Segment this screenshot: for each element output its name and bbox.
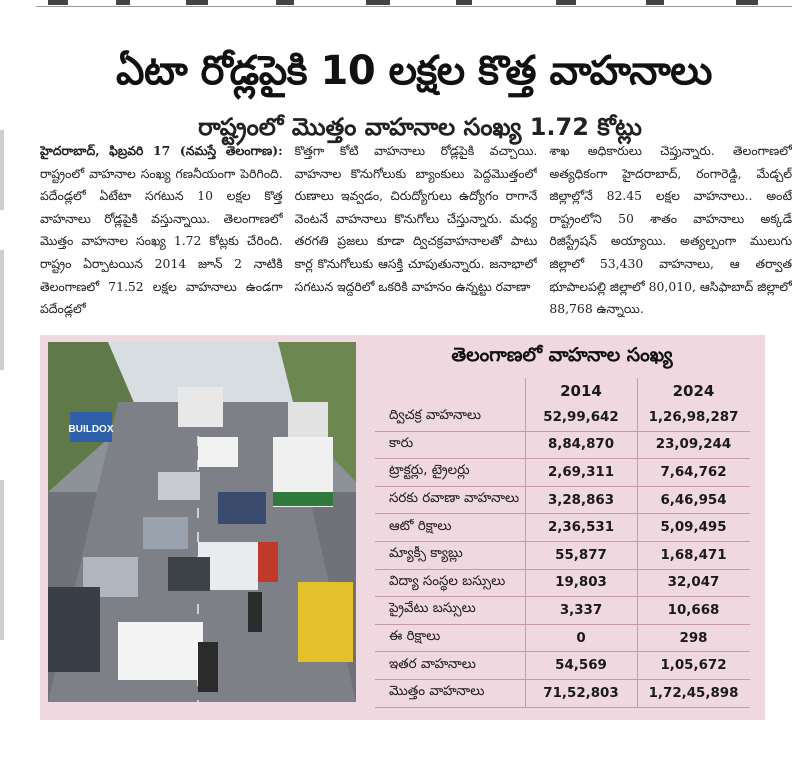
table-row xyxy=(375,570,750,598)
vehicle-type: ప్రైవేటు బస్సులు xyxy=(389,601,476,617)
vehicle-type: విద్యా సంస్థల బస్సులు xyxy=(389,573,506,589)
value-2014: 52,99,642 xyxy=(543,409,619,425)
article-body xyxy=(40,140,792,326)
value-2024: 10,668 xyxy=(667,602,720,618)
value-2014: 8,84,870 xyxy=(547,437,615,453)
value-2024: 23,09,244 xyxy=(655,437,732,453)
value-2024: 6,46,954 xyxy=(660,492,727,508)
table-row xyxy=(375,652,750,680)
vehicle-type: ద్విచక్ర వాహనాలు xyxy=(389,408,481,424)
left-edge-mark xyxy=(0,130,4,210)
vehicle-type: సరకు రవాణా వాహనాలు xyxy=(389,491,520,507)
vehicle-type: మొత్తం వాహనాలు xyxy=(389,684,485,700)
value-2024: 32,047 xyxy=(667,575,720,591)
value-2014: 71,52,803 xyxy=(543,685,619,701)
table-row xyxy=(375,487,750,515)
article-column-3 xyxy=(549,140,792,326)
value-2014: 55,877 xyxy=(555,547,607,563)
value-2014: 19,803 xyxy=(555,575,607,591)
subheadline: రాష్ట్రంలో మొత్తం వాహనాల సంఖ్య 1.72 కోట్లు xyxy=(198,112,642,141)
value-2024: 1,68,471 xyxy=(660,547,727,563)
value-2014: 3,337 xyxy=(559,602,603,618)
vehicle-type: ఇతర వాహనాలు xyxy=(389,656,476,672)
vehicle-table xyxy=(375,404,750,708)
vehicle-type: ఆటో రిక్షాలు xyxy=(389,518,452,534)
table-row xyxy=(375,404,750,432)
value-2024: 1,72,45,898 xyxy=(648,685,739,701)
vehicle-type: మ్యాక్సీ క్యాబ్లు xyxy=(389,546,463,562)
table-row xyxy=(375,459,750,487)
billboard-text: BUILDOX xyxy=(68,424,114,435)
table-row xyxy=(375,514,750,542)
value-2014: 2,69,311 xyxy=(547,464,615,480)
table-row xyxy=(375,432,750,460)
article-text: శాఖ అధికారులు చెప్తున్నారు. తెలంగాణలో అత్యధికంగా హైదరాబాద్, రంగారెడ్డి, మేడ్చల్ జిల్లాల్లోనే 82.45 లక్షల వాహనాలు.. అంటే రాష్ట్రంలోని 50 శాతం వాహనాలు అక్కడే రిజిస్ట్రేషన్ అయ్యాయి. అత్యల్పంగా ములుగు జిల్లాలో 53,430 వాహనాలు, ఆ తర్వాత భూపాలపల్లి జిల్లాలో 80,010, ఆసిఫాబాద్ జిల్లాలో 88,768 ఉన్నాయి. xyxy=(549,143,793,317)
table-header xyxy=(375,378,750,404)
value-2024: 1,05,672 xyxy=(660,658,727,674)
header-cell: 2014 xyxy=(560,382,602,400)
header-cell: 2024 xyxy=(672,382,715,400)
left-edge-mark xyxy=(0,480,4,640)
value-2024: 5,09,495 xyxy=(660,520,727,536)
header-cell xyxy=(375,378,525,404)
value-2014: 54,569 xyxy=(555,658,607,674)
table-row-total xyxy=(375,680,750,708)
value-2024: 7,64,762 xyxy=(660,464,727,480)
article-text: రాష్ట్రంలో వాహనాల సంఖ్య గణనీయంగా పెరిగింది. పదేండ్లలో ఏటేటా సగటున 10 లక్షల కొత్త వాహనాలు రోడ్లపైకి వస్తున్నాయి. తెలంగాణలో మొత్తం వాహనాల సంఖ్య 1.72 కోట్లకు చేరింది. రాష్ట్రం ఏర్పాటయిన 2014 జూన్ 2 నాటికి తెలంగాణలో 71.52 లక్షల వాహనాలు ఉండగా పదేండ్లలో xyxy=(40,165,283,317)
value-2014: 2,36,531 xyxy=(547,520,615,536)
left-edge-mark xyxy=(0,250,4,370)
article-text: కొత్తగా కోటి వాహనాలు రోడ్లపైకి వచ్చాయి. వాహనాల కొనుగోలుకు బ్యాంకులు పెద్దమొత్తంలో రుణాలు ఇవ్వడం, చిరుద్యోగులు ఉద్యోగం రాగానే వెంటనే వాహనాలు కొనుగోలు చేస్తున్నారు. మధ్య తరగతి ప్రజలు కూడా ద్విచక్రవాహనాలతో పాటు కార్ల కొనుగోలుకు ఆసక్తి చూపుతున్నారు. జనాభాలో సగటున ఇద్దరిలో ఒకరికి వాహనం ఉన్నట్టు రవాణా xyxy=(294,143,538,294)
table-row xyxy=(375,597,750,625)
value-2014: 3,28,863 xyxy=(547,492,615,508)
table-row xyxy=(375,542,750,570)
dateline: హైదరాబాద్, ఫిబ్రవరి 17 (నమస్తే తెలంగాణ): xyxy=(40,143,283,158)
value-2024: 1,26,98,287 xyxy=(648,409,739,425)
traffic-photo xyxy=(48,342,356,702)
table-title: తెలంగాణలో వాహనాల సంఖ్య xyxy=(451,343,673,366)
article-column-2 xyxy=(295,140,538,326)
top-rule xyxy=(36,0,792,7)
vehicle-type: ఈ రిక్షాలు xyxy=(389,629,441,645)
article-column-1 xyxy=(40,140,283,326)
value-2024: 298 xyxy=(679,630,708,646)
headline: ఏటా రోడ్లపైకి 10 లక్షల కొత్త వాహనాలు xyxy=(116,47,712,94)
vehicle-type: ట్రాక్టర్లు, ట్రైలర్లు xyxy=(389,463,470,479)
value-2014: 0 xyxy=(576,630,586,646)
table-row xyxy=(375,625,750,653)
vehicle-type: కారు xyxy=(389,435,414,451)
